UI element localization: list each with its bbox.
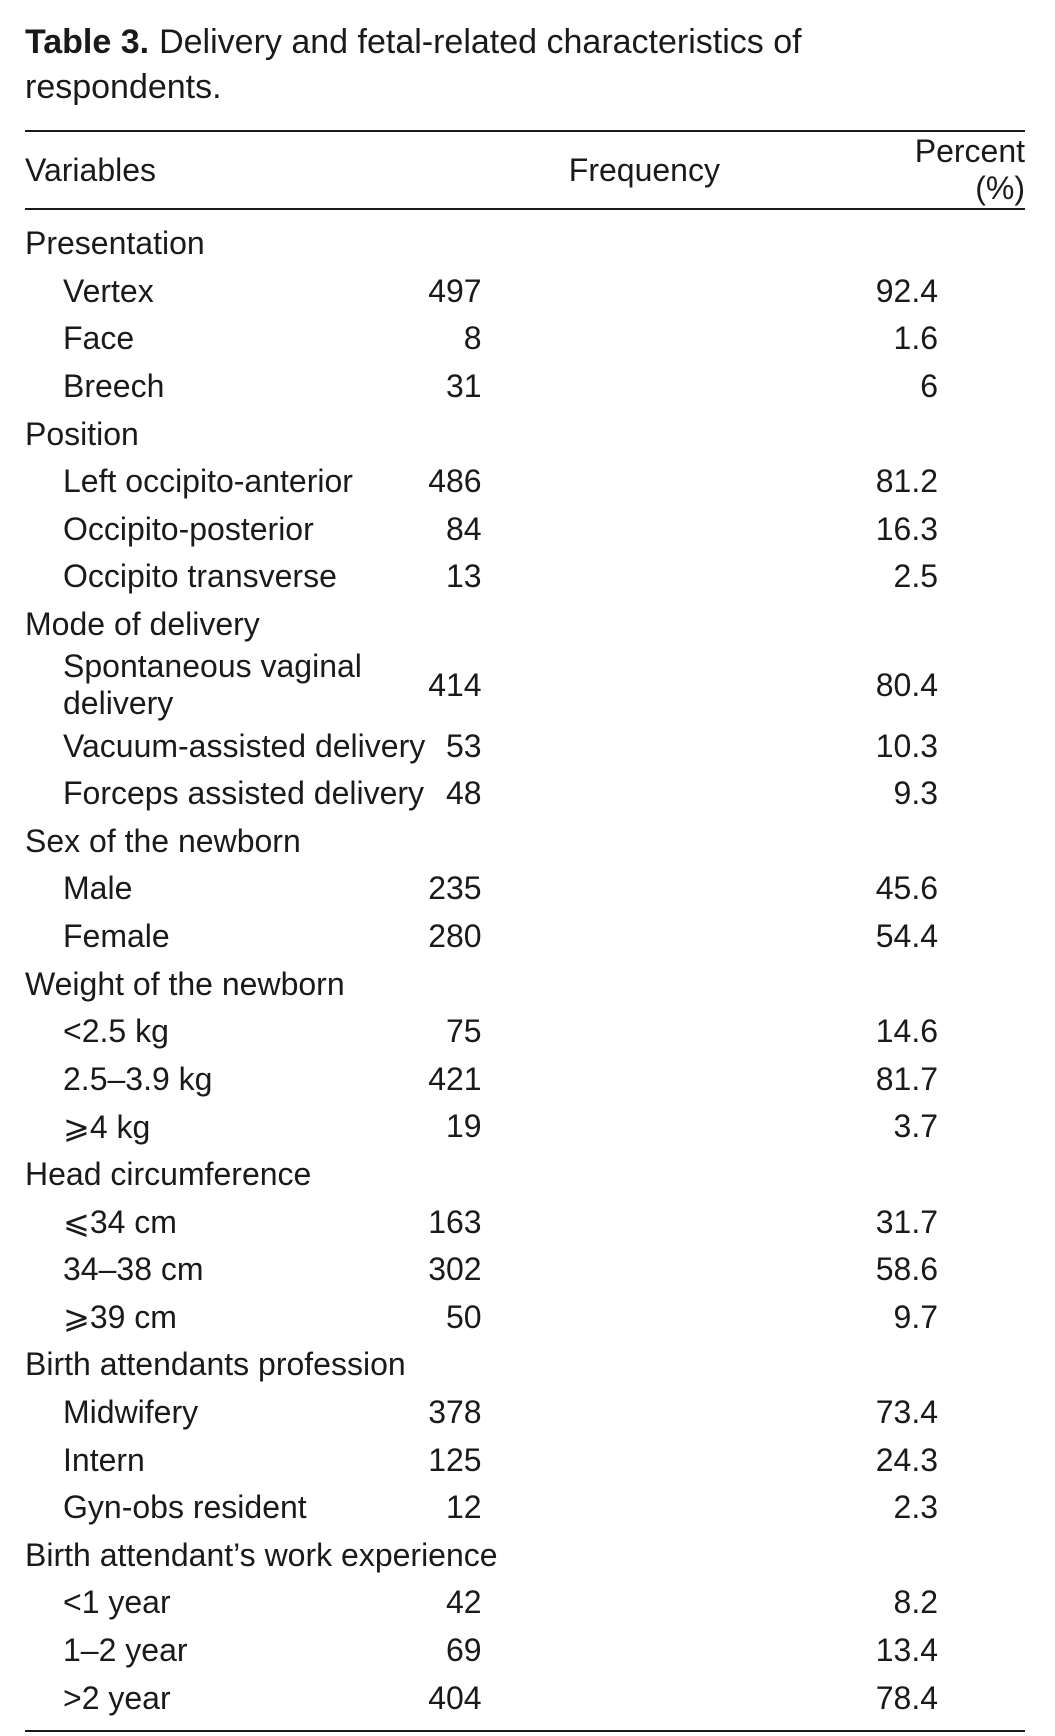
table-row [25, 1246, 1025, 1294]
frequency-cell: 378 [428, 1393, 482, 1430]
row-label: Breech [63, 368, 165, 405]
percent-cell: 8.2 [893, 1584, 938, 1621]
frequency-cell: 19 [445, 1108, 482, 1145]
table-row [25, 1056, 1025, 1104]
frequency-cell: 421 [428, 1060, 482, 1097]
frequency-cell: 486 [428, 463, 482, 500]
row-label: 2.5–3.9 kg [63, 1060, 213, 1097]
percent-cell: 9.7 [893, 1298, 938, 1335]
frequency-cell: 8 [463, 320, 482, 357]
group-label: Sex of the newborn [25, 822, 301, 859]
frequency-cell: 125 [428, 1441, 482, 1478]
table-row [25, 722, 1025, 770]
group-label: Birth attendants profession [25, 1346, 406, 1383]
table-figure [25, 0, 1025, 1732]
percent-cell: 78.4 [875, 1679, 938, 1716]
percent-cell: 58.6 [875, 1251, 938, 1288]
column-header-percent: Percent (%) [914, 133, 1025, 206]
row-label: Midwifery [63, 1393, 199, 1430]
table-label: Table 3. [25, 23, 150, 61]
group-row [25, 209, 1025, 268]
column-header-variables: Variables [25, 151, 157, 188]
table-row [25, 913, 1025, 961]
percent-cell: 9.3 [893, 775, 938, 812]
table-row [25, 1389, 1025, 1437]
percent-cell: 54.4 [875, 918, 938, 955]
frequency-cell: 404 [428, 1679, 482, 1716]
table-row [25, 1627, 1025, 1675]
table-row [25, 648, 1025, 722]
row-label: >2 year [63, 1679, 171, 1716]
row-label: ⩾4 kg [63, 1108, 151, 1145]
row-label: Occipito transverse [63, 558, 337, 595]
percent-cell: 16.3 [875, 510, 938, 547]
table-row [25, 1484, 1025, 1532]
percent-cell: 24.3 [875, 1441, 938, 1478]
row-label: Vacuum-assisted delivery [63, 727, 426, 764]
group-row [25, 960, 1025, 1008]
frequency-cell: 75 [445, 1013, 482, 1050]
group-row [25, 1531, 1025, 1579]
percent-cell: 45.6 [875, 870, 938, 907]
table-row [25, 1008, 1025, 1056]
table-row [25, 1579, 1025, 1627]
table-row [25, 770, 1025, 818]
frequency-cell: 497 [428, 272, 482, 309]
row-label: 34–38 cm [63, 1251, 204, 1288]
row-label: ⩽34 cm [63, 1204, 177, 1241]
percent-cell: 92.4 [875, 272, 938, 309]
group-row [25, 1151, 1025, 1199]
table-row [25, 1436, 1025, 1484]
row-label: Vertex [63, 272, 154, 309]
percent-cell: 81.2 [875, 463, 938, 500]
bottom-rule [25, 1730, 1025, 1732]
percent-cell: 14.6 [875, 1013, 938, 1050]
table-body [25, 209, 1025, 1730]
row-label: 1–2 year [63, 1631, 188, 1668]
row-label: <1 year [63, 1584, 171, 1621]
frequency-cell: 31 [445, 368, 482, 405]
frequency-cell: 163 [428, 1203, 482, 1240]
frequency-cell: 84 [445, 510, 482, 547]
data-table [25, 132, 1025, 1730]
row-label: Gyn-obs resident [63, 1489, 307, 1526]
table-row [25, 363, 1025, 411]
table-row [25, 865, 1025, 913]
percent-cell: 1.6 [893, 320, 938, 357]
group-row [25, 410, 1025, 458]
group-label: Head circumference [25, 1155, 312, 1192]
column-header-frequency: Frequency [568, 151, 720, 188]
percent-cell: 31.7 [875, 1203, 938, 1240]
group-label: Birth attendant’s work experience [25, 1536, 498, 1573]
frequency-cell: 302 [428, 1251, 482, 1288]
frequency-cell: 13 [445, 558, 482, 595]
row-label: Left occipito-anterior [63, 463, 353, 500]
percent-cell: 2.5 [893, 558, 938, 595]
table-row [25, 458, 1025, 506]
frequency-cell: 42 [445, 1584, 482, 1621]
percent-cell: 13.4 [875, 1631, 938, 1668]
percent-cell: 2.3 [893, 1489, 938, 1526]
table-row [25, 268, 1025, 316]
group-row [25, 601, 1025, 649]
group-label: Position [25, 415, 139, 452]
table-row [25, 506, 1025, 554]
header-row [25, 132, 1025, 209]
frequency-cell: 414 [428, 666, 482, 703]
frequency-cell: 280 [428, 918, 482, 955]
row-label: Spontaneous vaginal delivery [63, 648, 362, 722]
frequency-cell: 235 [428, 870, 482, 907]
group-label: Presentation [25, 225, 205, 262]
table-caption [25, 20, 925, 110]
row-label: <2.5 kg [63, 1013, 169, 1050]
table-row [25, 553, 1025, 601]
percent-cell: 73.4 [875, 1393, 938, 1430]
table-title: Delivery and fetal-related characteristics of respondents. [25, 23, 802, 106]
row-label: Forceps assisted delivery [63, 775, 425, 812]
group-row [25, 1341, 1025, 1389]
row-label: Occipito-posterior [63, 510, 314, 547]
frequency-cell: 48 [445, 775, 482, 812]
percent-cell: 3.7 [893, 1108, 938, 1145]
group-label: Weight of the newborn [25, 965, 345, 1002]
row-label: Male [63, 870, 133, 907]
table-row [25, 1103, 1025, 1151]
frequency-cell: 12 [445, 1489, 482, 1526]
row-label: Female [63, 918, 170, 955]
table-row [25, 1293, 1025, 1341]
table-row [25, 315, 1025, 363]
percent-cell: 6 [920, 368, 938, 405]
group-label: Mode of delivery [25, 606, 260, 643]
row-label: ⩾39 cm [63, 1299, 177, 1336]
frequency-cell: 50 [445, 1298, 482, 1335]
table-row [25, 1198, 1025, 1246]
frequency-cell: 69 [445, 1631, 482, 1668]
row-label: Intern [63, 1441, 145, 1478]
frequency-cell: 53 [445, 727, 482, 764]
table-header [25, 132, 1025, 209]
percent-cell: 81.7 [875, 1060, 938, 1097]
group-row [25, 818, 1025, 866]
table-row [25, 1674, 1025, 1730]
percent-cell: 10.3 [875, 727, 938, 764]
row-label: Face [63, 320, 135, 357]
percent-cell: 80.4 [875, 666, 938, 703]
